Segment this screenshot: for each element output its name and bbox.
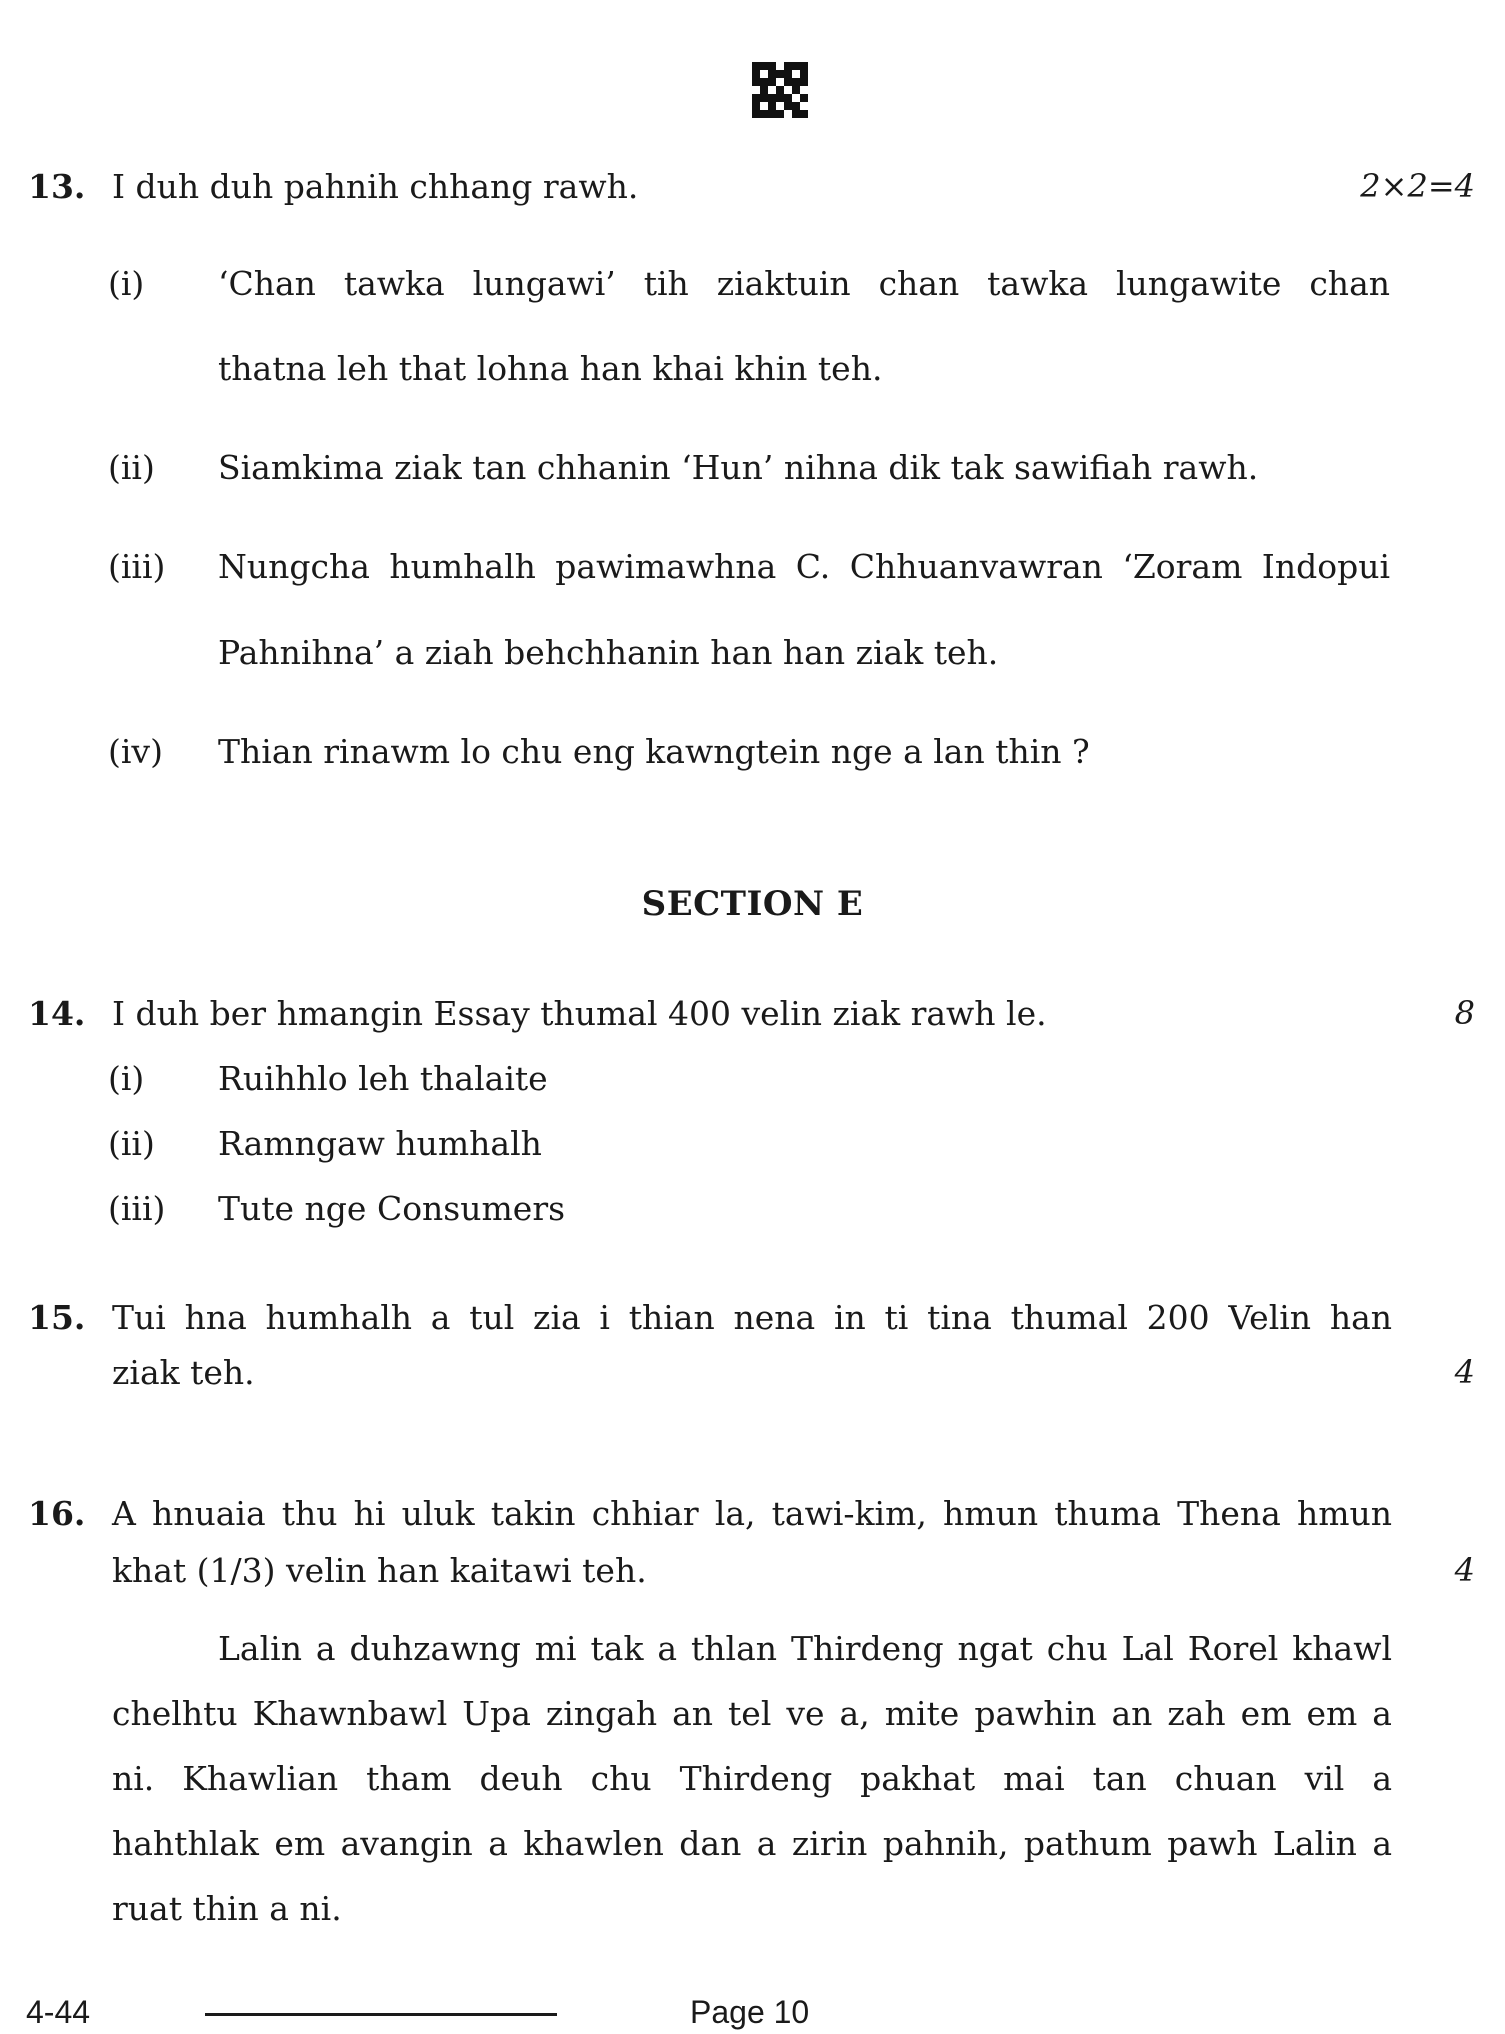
question-13-item-text: Nungcha humhalh pawimawhna C. Chhuanvawran ‘Zoram Indopui: [218, 547, 1390, 586]
question-15-number: 15.: [28, 1298, 86, 1337]
question-13-item-text-cont: thatna leh that lohna han khai khin teh.: [218, 349, 883, 388]
question-13-item-text: Siamkima ziak tan chhanin ‘Hun’ nihna dik tak sawifiah rawh.: [218, 448, 1259, 487]
qr-code-icon: [752, 62, 808, 118]
question-13-number: 13.: [28, 167, 86, 206]
question-14-option-text: Tute nge Consumers: [218, 1189, 566, 1228]
question-16-marks: 4: [1454, 1551, 1475, 1589]
passage-line: hahthlak em avangin a khawlen dan a zirin pahnih, pathum pawh Lalin a: [112, 1824, 1392, 1863]
question-14-option-label: (ii): [108, 1124, 155, 1163]
question-16-number: 16.: [28, 1494, 86, 1533]
question-13-text: I duh duh pahnih chhang rawh.: [112, 167, 639, 206]
question-15-marks: 4: [1454, 1353, 1475, 1391]
question-13-item-text-cont: Pahnihna’ a ziah behchhanin han han ziak teh.: [218, 633, 999, 672]
question-14-option-text: Ruihhlo leh thalaite: [218, 1059, 548, 1098]
question-14-text: I duh ber hmangin Essay thumal 400 velin ziak rawh le.: [112, 994, 1047, 1033]
footer-divider: [205, 2013, 557, 2016]
question-14-option-label: (i): [108, 1059, 145, 1098]
question-15-text: Tui hna humhalh a tul zia i thian nena in ti tina thumal 200 Velin han: [112, 1298, 1392, 1337]
passage-line: Lalin a duhzawng mi tak a thlan Thirdeng ngat chu Lal Rorel khawl: [218, 1629, 1392, 1668]
passage-line: chelhtu Khawnbawl Upa zingah an tel ve a, mite pawhin an zah em em a: [112, 1694, 1392, 1733]
page-number: Page 10: [690, 1994, 810, 2030]
passage-line: ni. Khawlian tham deuh chu Thirdeng pakhat mai tan chuan vil a: [112, 1759, 1392, 1798]
question-13-item-text: Thian rinawm lo chu eng kawngtein nge a lan thin ?: [218, 732, 1090, 771]
question-13-item-label: (i): [108, 264, 145, 303]
paper-code: 4-44: [26, 1994, 91, 2030]
question-14-number: 14.: [28, 994, 86, 1033]
question-13-item-label: (iii): [108, 547, 166, 586]
section-heading: SECTION E: [641, 884, 864, 924]
question-13-item-text: ‘Chan tawka lungawi’ tih ziaktuin chan tawka lungawite chan: [218, 264, 1390, 303]
question-16-text: A hnuaia thu hi uluk takin chhiar la, tawi-kim, hmun thuma Thena hmun: [112, 1494, 1392, 1533]
question-13-marks: 2×2=4: [1360, 167, 1475, 205]
question-14-option-text: Ramngaw humhalh: [218, 1124, 542, 1163]
passage-line: ruat thin a ni.: [112, 1889, 342, 1928]
question-16-text-cont: khat (1/3) velin han kaitawi teh.: [112, 1551, 647, 1590]
question-13-item-label: (ii): [108, 448, 155, 487]
question-14-marks: 8: [1454, 994, 1475, 1032]
question-15-text-cont: ziak teh.: [112, 1353, 255, 1392]
question-14-option-label: (iii): [108, 1189, 166, 1228]
question-13-item-label: (iv): [108, 732, 163, 771]
